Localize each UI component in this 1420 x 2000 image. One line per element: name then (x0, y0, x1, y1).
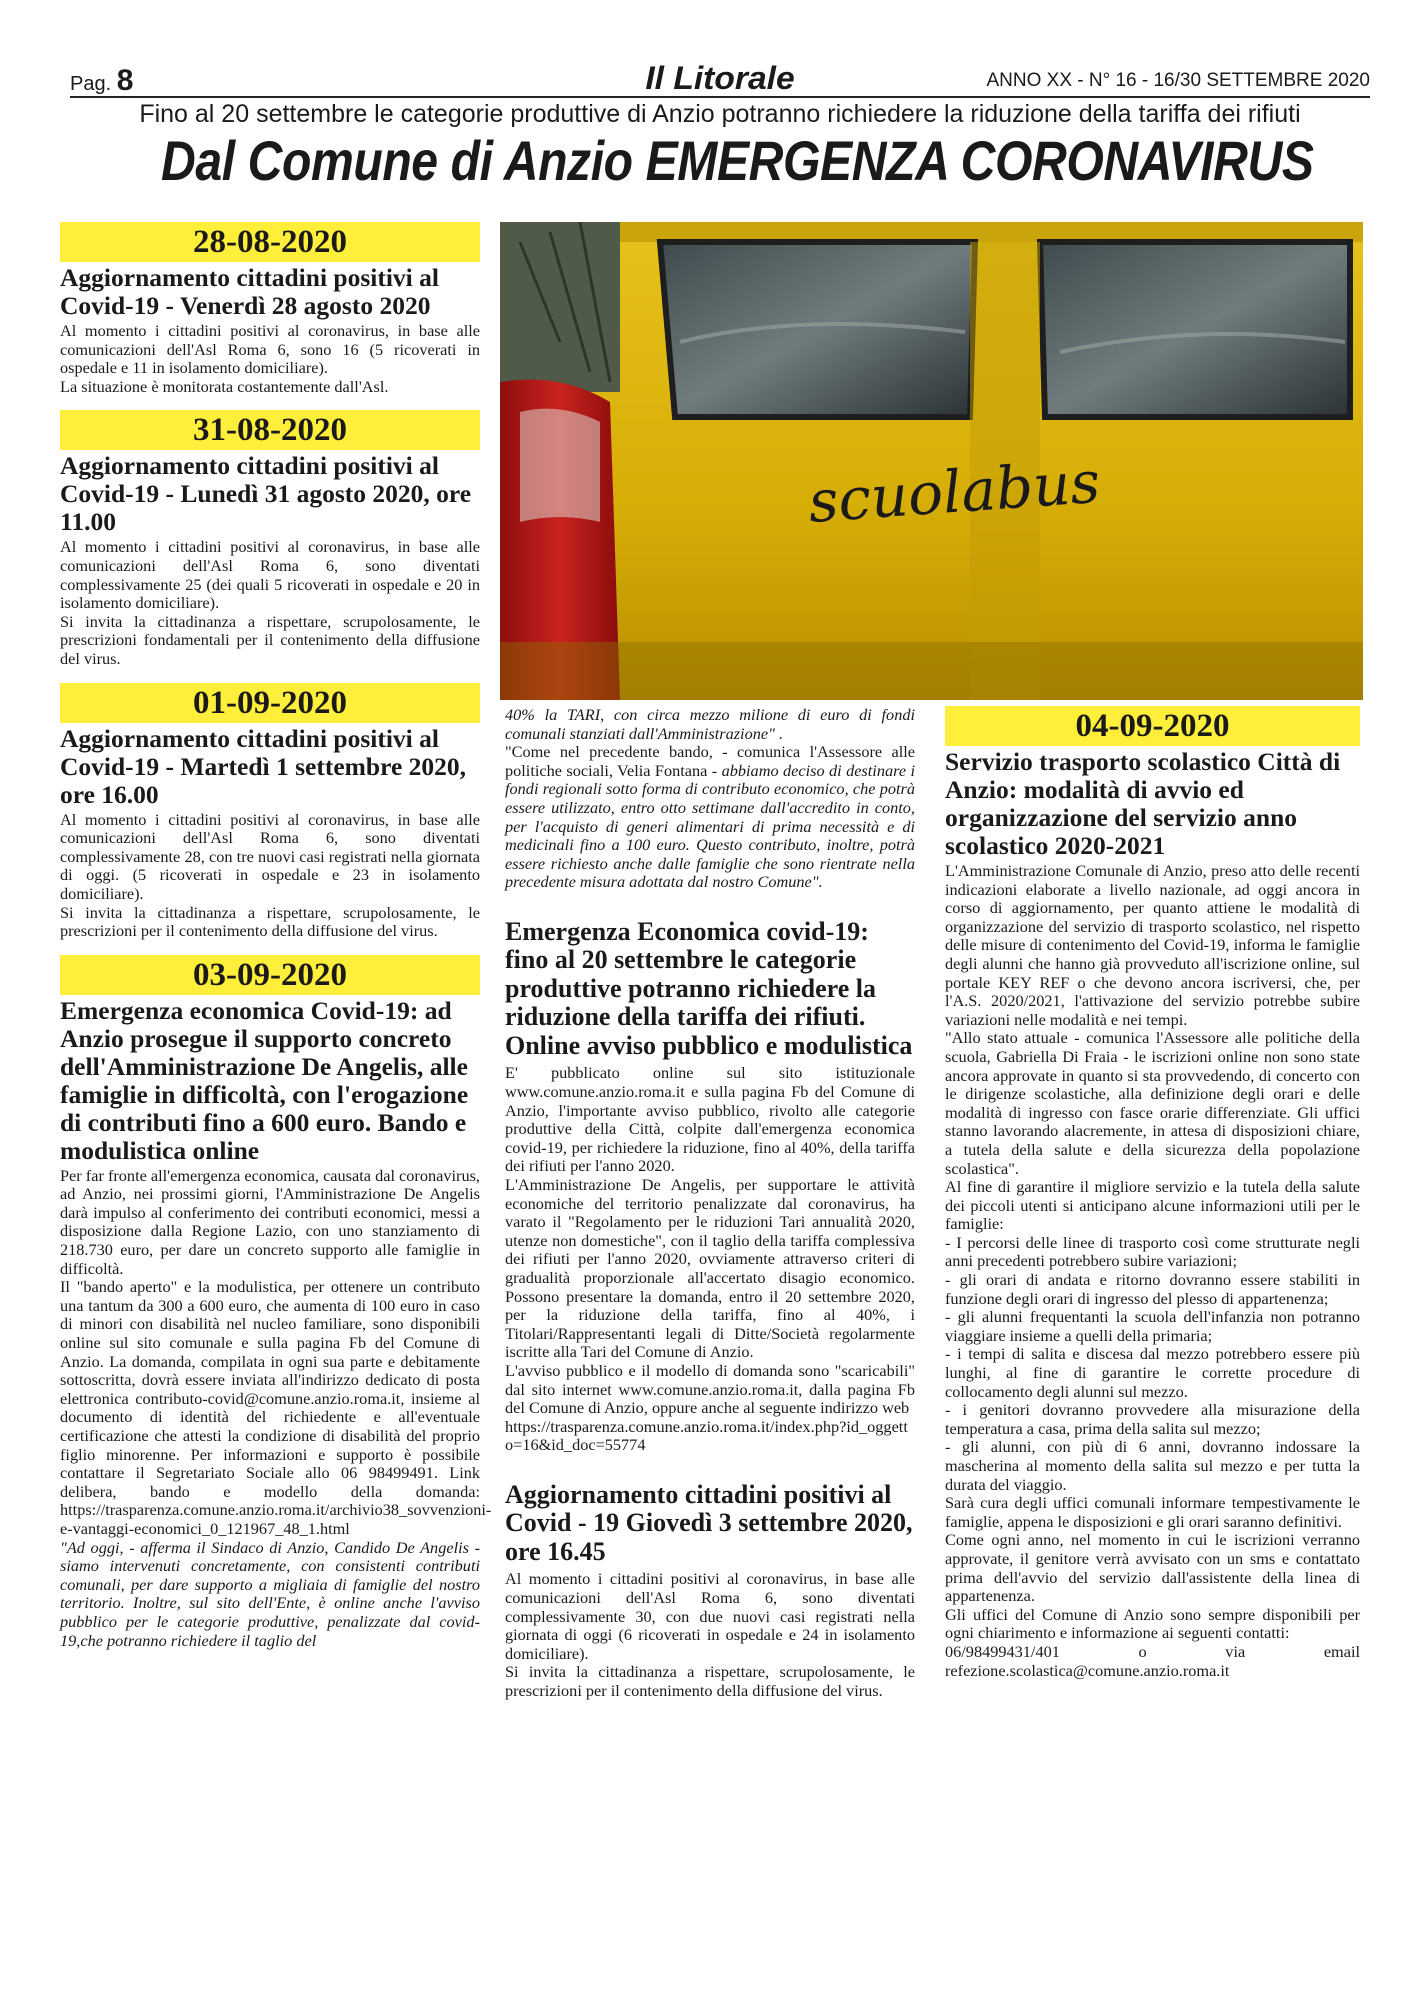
school-bus-photo (500, 222, 1363, 700)
article-paragraph: Al fine di garantire il migliore servizio e la tutela della salute dei piccoli utenti si anticipano alcune informazioni utili per le famiglie: (945, 1177, 1360, 1234)
date-bar: 03-09-2020 (60, 955, 480, 995)
article-paragraph: Come ogni anno, nel momento in cui le iscrizioni verranno approvate, il genitore verrà avvisato con un sms e contattato prima dell'avvio del servizio dall'assistente della linea di appartenenza. (945, 1530, 1360, 1606)
article-paragraph: "Ad oggi, - afferma il Sindaco di Anzio, Candido De Angelis - siamo intervenuti concretamente, con consistenti contributi comunali, per dare supporto a migliaia di famiglie del nostro territorio. Inoltre, sul sito dell'Ente, è online anche l'avviso pubblico per le categorie produttive, penalizzate dal covid-19,che potranno richiedere il taglio del (60, 1537, 480, 1650)
article-title: Aggiornamento cittadini positivi al Covid-19 - Martedì 1 settembre 2020, ore 16.00 (60, 723, 467, 809)
article-3108 (60, 410, 480, 668)
column-right (945, 706, 1360, 1680)
article-paragraph: L'Amministrazione De Angelis, per supportare le attività economiche del territorio penalizzate dal coronavirus, ha varato il "Regolamento per le riduzioni Tari annualità 2020, utenze non domestiche", con il taglio della tariffa complessiva dei rifiuti per l'anno 2020, ovviamente attraverso criteri di gradualità proporzionale all'accertato disagio economico. Possono presentare la domanda, entro il 20 settembre 2020, per la riduzione della tariffa, fino al 40%, i Titolari/Rappresentanti legali di Ditte/Società regolarmente iscritte alla Tari del Comune di Anzio. (505, 1175, 915, 1362)
page-headline: Dal Comune di Anzio EMERGENZA CORONAVIRUS (161, 129, 1314, 192)
bus-text: scuolabus (806, 447, 1103, 536)
article-title: Emergenza economica Covid-19: ad Anzio prosegue il supporto concreto dell'Amministrazione De Angelis, alle famiglie in difficoltà, con l'erogazione di contributi fino a 600 euro. Bando e modulistica online (60, 995, 469, 1165)
article-title: Aggiornamento cittadini positivi al Covid-19 - Venerdì 28 agosto 2020 (60, 263, 439, 320)
contact-info: 06/98499431/401 o via email refezione.scolastica@comune.anzio.roma.it (945, 1641, 1360, 1680)
column-left (60, 222, 492, 1650)
background-trees (500, 222, 620, 392)
article-title: Aggiornamento cittadini positivi al Covid-19 - Lunedì 31 agosto 2020, ore 11.00 (60, 451, 472, 537)
article-paragraph: La situazione è monitorata costantemente dall'Asl. (60, 376, 389, 396)
kicker: Fino al 20 settembre le categorie produttive di Anzio potranno richiedere la riduzione della tariffa dei rifiuti (139, 100, 1301, 128)
masthead (70, 60, 1370, 98)
article-0309 (60, 955, 492, 1650)
article-paragraph: Al momento i cittadini positivi al coronavirus, in base alle comunicazioni dell'Asl Roma 6, sono diventati complessivamente 30, con due nuovi casi registrati nella giornata di oggi (6 ricoverati in ospedale e 24 in isolamento domiciliare). (505, 1569, 915, 1663)
article-paragraph: Sarà cura degli uffici comunali informare tempestivamente le famiglie, appena le disposizioni e gli orari saranno definitivi. (945, 1493, 1360, 1531)
column-middle (505, 706, 915, 1701)
list-item: - i genitori dovranno provvedere alla misurazione della temperatura a casa, prima della salita sul mezzo; (945, 1400, 1360, 1438)
page-label: Pag. 8 (70, 64, 134, 97)
article-paragraph: L'Amministrazione Comunale di Anzio, preso atto delle recenti indicazioni elaborate a livello nazionale, ad oggi ancora in corso di aggiornamento, per quanto attiene le modalità di organizzazione del servizio di trasporto scolastico, nel rispetto delle misure di contenimento del Covid-19, informa le famiglie degli alunni che hanno già provveduto all'iscrizione online, sul portale KEY REF o che devono ancora iscriversi, che, per l'A.S. 2020/2021, l'attivazione del servizio potrebbe subire variazioni nelle modalità e nei tempi. (945, 861, 1360, 1029)
list-item: - gli alunni frequentanti la scuola dell'infanzia non potranno viaggiare insieme a quelli della primaria; (945, 1307, 1360, 1345)
date-bar: 01-09-2020 (60, 683, 480, 723)
list-item: - gli alunni, con più di 6 anni, dovranno indossare la mascherina al momento della salita sul mezzo e per tutta la durata del viaggio. (945, 1437, 1360, 1494)
article-paragraph: Si invita la cittadinanza a rispettare, scrupolosamente, le prescrizioni per il contenimento della diffusione del virus. (505, 1662, 915, 1700)
article-title: Emergenza Economica covid-19: fino al 20 settembre le categorie produttive potranno richiedere la riduzione della tariffa dei rifiuti. Online avviso pubblico e modulistica (505, 916, 913, 1060)
article-title: Aggiornamento cittadini positivi al Covid - 19 Giovedì 3 settembre 2020, ore 16.45 (505, 1479, 913, 1566)
continued-paragraph: "Come nel precedente bando, - comunica l'Assessore alle politiche sociali, Velia Fontana - abbiamo deciso di destinare i fondi regionali sotto forma di contributo economico, che potrà essere utilizzato, entro otto settimane dall'accredito in conto, per l'acquisto di generi alimentari di prima necessità e di medicinali fino a 100 euro. Questo contributo, inoltre, potrà essere richiesto anche dalle famiglie che sono rientrate nella precedente misura adottata dal nostro Comune". (505, 742, 915, 892)
article-0309-update (505, 1481, 915, 1701)
article-paragraph: Per far fronte all'emergenza economica, causata dal coronavirus, ad Anzio, nei prossimi giorni, l'Amministrazione De Angelis darà impulso al conferimento dei contributi economici, messi a disposizione dalla Regione Lazio, con uno stanziamento di 218.730 euro, per dare un concreto supporto alle famiglie in difficoltà. (60, 1165, 480, 1278)
date-bar: 04-09-2020 (945, 706, 1360, 746)
list-item: - gli orari di andata e ritorno dovranno essere stabiliti in funzione degli orari di ingresso del plesso di appartenenza; (945, 1270, 1360, 1308)
article-2808 (60, 222, 480, 396)
article-paragraph: Al momento i cittadini positivi al coronavirus, in base alle comunicazioni dell'Asl Roma 6, sono diventati complessivamente 28, con tre nuovi casi registrati nella giornata di oggi. (5 ricoverati in ospedale e 23 in isolamento domiciliare). (60, 809, 480, 903)
article-paragraph: Al momento i cittadini positivi al coronavirus, in base alle comunicazioni dell'Asl Roma 6, sono diventati complessivamente 25 (dei quali 5 ricoverati in ospedale e 20 in isolamento domiciliare). (60, 537, 480, 613)
page-number: 8 (116, 64, 134, 97)
date-bar: 31-08-2020 (60, 410, 480, 450)
article-paragraph: Il "bando aperto" e la modulistica, per ottenere un contributo una tantum da 300 a 600 euro, che aumenta di 100 euro in caso di minori con disabilità nel nucleo familiare, sono disponibili online sul sito comunale e sulla pagina Fb del Comune di Anzio. La domanda, compilata in ogni sua parte e debitamente sottoscritta, dovrà essere inviata all'indirizzo dedicato di posta elettronica contributo-covid@comune.anzio.roma.it, insieme al documento di identità del richiedente e all'eventuale certificazione che attesti la condizione di disabilità del proprio figlio minorenne. Per informazioni e supporto è possibile contattare il Segretariato Sociale allo 06 98499491. Link delibera, bando e modello della domanda: https://trasparenza.comune.anzio.roma.it/archivio38_sovvenzioni-e-vantaggi-economici_0_121967_48_1.html (60, 1277, 492, 1538)
date-bar: 28-08-2020 (60, 222, 480, 262)
article-0109 (60, 683, 480, 941)
article-title: Servizio trasporto scolastico Città di Anzio: modalità di avvio ed organizzazione del servizio anno scolastico 2020-2021 (945, 747, 1341, 860)
list-item: - i tempi di salita e discesa dal mezzo potrebbero essere più lunghi, al fine di garantire le corrette procedure di collocamento degli alunni sul mezzo. (945, 1344, 1360, 1401)
school-bus-illustration (500, 222, 1363, 700)
article-paragraph: L'avviso pubblico e il modello di domanda sono "scaricabili" dal sito internet www.comune.anzio.roma.it, dalla pagina Fb del Comune di Anzio, oppure anche al seguente indirizzo web (505, 1360, 915, 1418)
issue-info: ANNO XX - N° 16 - 16/30 SETTEMBRE 2020 (986, 70, 1370, 91)
article-0409 (945, 706, 1360, 1680)
article-paragraph: "Allo stato attuale - comunica l'Assessore alle politiche della scuola, Gabriella Di Fraia - le iscrizioni online non sono state ancora approvate in quanto si sta provvedendo, di concerto con le dirigenze scolastiche, alla definizione degli orari e delle modalità di ingresso con fasce orarie differenziate. Gli uffici stanno lavorando alacremente, in attesa di disposizioni chiare, a tutela della salute e della sicurezza della popolazione scolastica". (945, 1028, 1360, 1178)
newspaper-name: Il Litorale (645, 60, 795, 96)
article-paragraph: Si invita la cittadinanza a rispettare, scrupolosamente, le prescrizioni fondamentali per il contenimento della diffusione del virus. (60, 611, 480, 668)
bus-window-right (1040, 242, 1350, 417)
article-paragraph: E' pubblicato online sul sito istituzionale www.comune.anzio.roma.it e sulla pagina Fb del Comune di Anzio, l'importante avviso pubblico, rivolto alle categorie produttive della Città, colpite dall'emergenza economica covid-19, per richiedere la riduzione, fino al 40%, della tariffa dei rifiuti per l'anno 2020. (505, 1063, 915, 1176)
article-tari (505, 918, 915, 1455)
continued-paragraph: 40% la TARI, con circa mezzo milione di euro di fondi comunali stanziati dall'Amministrazione" . (505, 705, 915, 743)
article-paragraph: Al momento i cittadini positivi al coronavirus, in base alle comunicazioni dell'Asl Roma 6, sono 16 (5 ricoverati in ospedale e 11 in isolamento domiciliare). (60, 321, 480, 378)
article-link[interactable]: https://trasparenza.comune.anzio.roma.it/index.php?id_oggetto=16&id_doc=55774 (505, 1416, 908, 1455)
article-paragraph: Gli uffici del Comune di Anzio sono sempre disponibili per ogni chiarimento e informazione ai seguenti contatti: (945, 1604, 1360, 1643)
article-paragraph: Si invita la cittadinanza a rispettare, scrupolosamente, le prescrizioni per il contenimento della diffusione del virus. (60, 902, 480, 941)
list-item: - I percorsi delle linee di trasporto così come strutturate negli anni precedenti potrebbero subire variazioni; (945, 1232, 1360, 1271)
